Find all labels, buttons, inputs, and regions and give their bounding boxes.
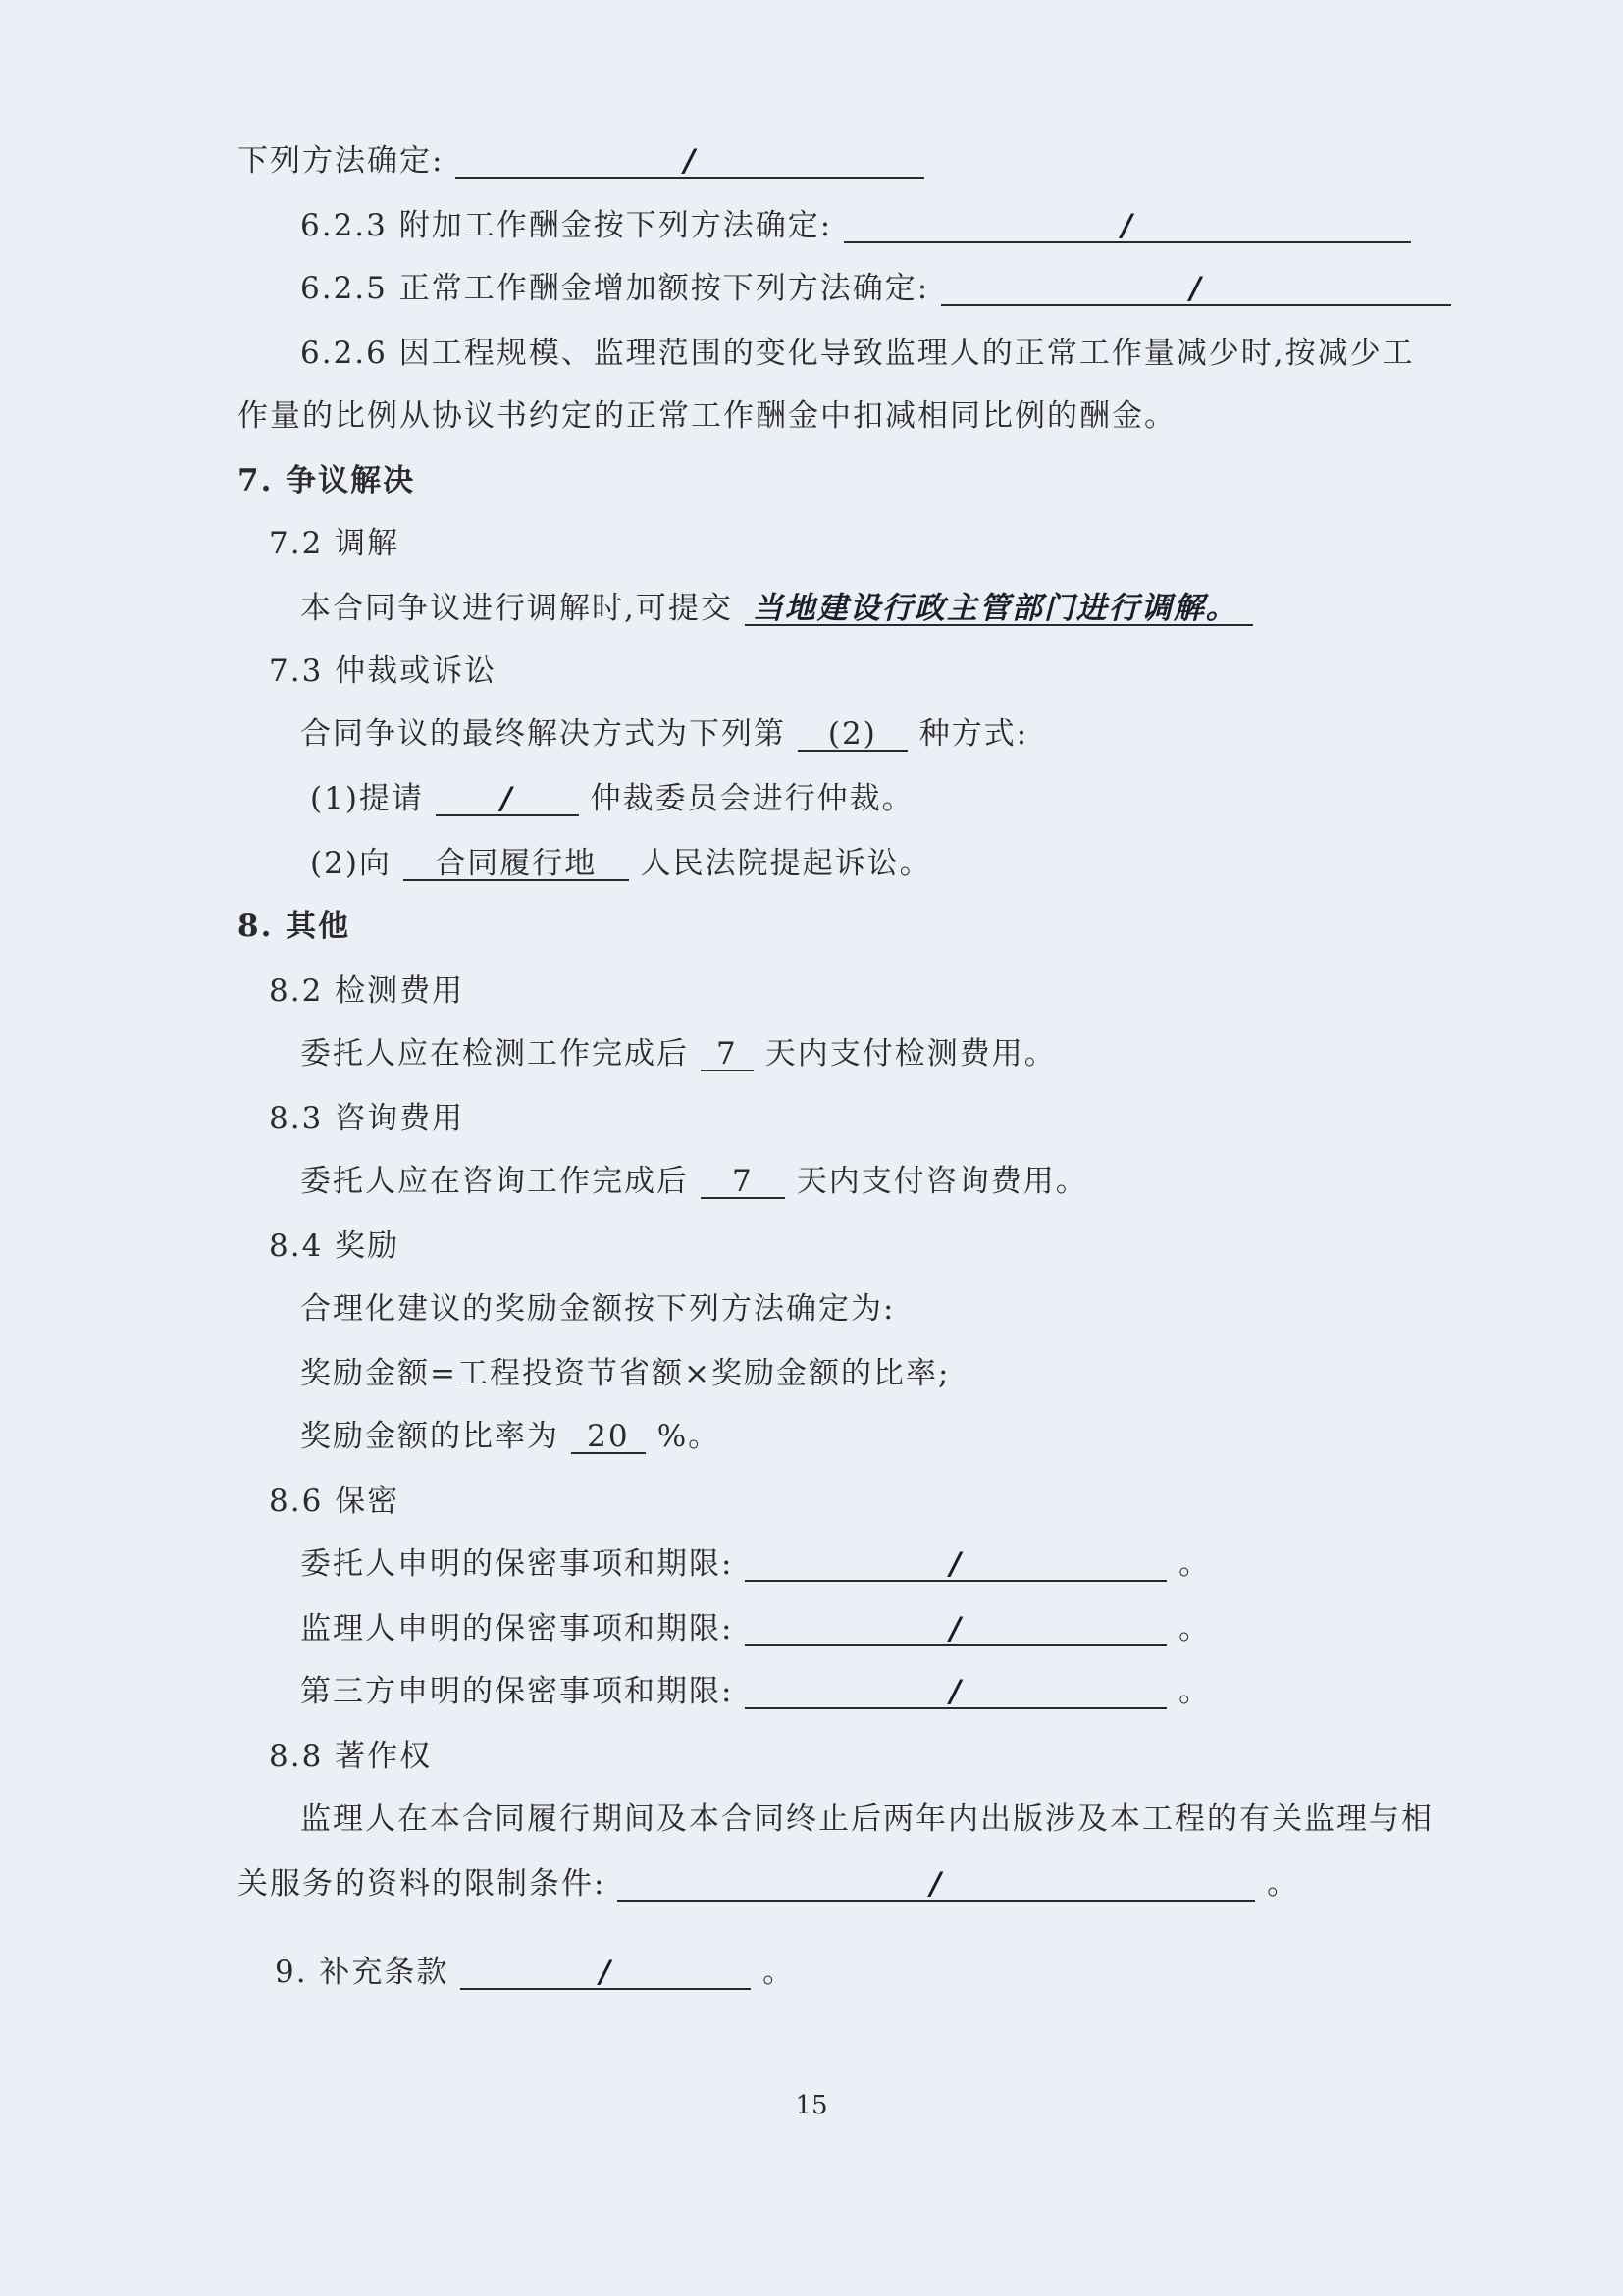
suffix: %。 bbox=[656, 1419, 721, 1454]
label: 9. 补充条款 bbox=[275, 1955, 449, 1990]
clause-8-4-line3 bbox=[300, 1417, 720, 1456]
clause-8-4-line2: 奖励金额=工程投资节省额×奖励金额的比率; bbox=[300, 1356, 951, 1391]
suffix: 。 bbox=[1178, 1674, 1212, 1709]
label: (1)提请 bbox=[310, 781, 424, 816]
fill-blank: / bbox=[844, 206, 1411, 243]
suffix: 人民法院提起诉讼。 bbox=[640, 846, 932, 881]
fill-blank: 20 bbox=[571, 1417, 646, 1454]
suffix: 。 bbox=[1178, 1546, 1212, 1582]
suffix: 天内支付检测费用。 bbox=[764, 1036, 1057, 1071]
fill-blank: / bbox=[460, 1953, 751, 1990]
fill-blank: / bbox=[436, 779, 579, 816]
label: (2)向 bbox=[310, 846, 392, 881]
clause-8-3-text bbox=[300, 1162, 1088, 1201]
suffix: 仲裁委员会进行仲裁。 bbox=[590, 781, 915, 816]
suffix: 。 bbox=[1267, 1866, 1300, 1902]
clause-6-2-6-line1: 6.2.6 因工程规模、监理范围的变化导致监理人的正常工作量减少时,按减少工 bbox=[300, 336, 1415, 371]
label: 委托人应在咨询工作完成后 bbox=[300, 1164, 689, 1199]
fill-blank: (2) bbox=[798, 714, 908, 752]
section-7-3-heading: 7.3 仲裁或诉讼 bbox=[269, 653, 497, 689]
label: 本合同争议进行调解时,可提交 bbox=[300, 591, 733, 626]
clause-8-6-client bbox=[300, 1544, 1211, 1584]
clause-8-8-line1: 监理人在本合同履行期间及本合同终止后两年内出版涉及本工程的有关监理与相 bbox=[300, 1801, 1434, 1837]
clause-6-2-2-tail bbox=[237, 141, 924, 181]
section-8-heading: 8. 其他 bbox=[237, 909, 351, 944]
clause-8-2-text bbox=[300, 1034, 1057, 1073]
label: 6.2.5 正常工作酬金增加额按下列方法确定: bbox=[300, 271, 930, 306]
fill-blank: 当地建设行政主管部门进行调解。 bbox=[745, 589, 1253, 626]
suffix: 。 bbox=[762, 1955, 796, 1990]
label: 第三方申明的保密事项和期限: bbox=[300, 1674, 734, 1709]
fill-blank: 合同履行地 bbox=[403, 844, 629, 881]
suffix: 天内支付咨询费用。 bbox=[796, 1164, 1088, 1199]
fill-blank: / bbox=[617, 1864, 1255, 1902]
section-9-supplementary bbox=[275, 1953, 795, 1992]
section-8-2-heading: 8.2 检测费用 bbox=[269, 973, 465, 1009]
clause-6-2-5 bbox=[300, 269, 1451, 308]
label: 6.2.3 附加工作酬金按下列方法确定: bbox=[300, 208, 833, 243]
section-8-6-heading: 8.6 保密 bbox=[269, 1484, 400, 1519]
fill-blank: 7 bbox=[701, 1162, 785, 1199]
fill-blank: 7 bbox=[701, 1034, 754, 1071]
section-8-3-heading: 8.3 咨询费用 bbox=[269, 1101, 465, 1136]
clause-7-3-option-1 bbox=[310, 779, 915, 818]
section-7-heading: 7. 争议解决 bbox=[237, 463, 416, 498]
label: 关服务的资料的限制条件: bbox=[237, 1866, 606, 1902]
fill-blank: / bbox=[941, 269, 1451, 306]
clause-8-6-third-party bbox=[300, 1672, 1211, 1711]
label: 奖励金额的比率为 bbox=[300, 1419, 559, 1454]
fill-blank: / bbox=[745, 1672, 1167, 1709]
suffix: 。 bbox=[1178, 1611, 1212, 1646]
label: 委托人申明的保密事项和期限: bbox=[300, 1546, 734, 1582]
clause-7-3-text bbox=[300, 714, 1028, 754]
label: 合同争议的最终解决方式为下列第 bbox=[300, 716, 786, 752]
section-8-8-heading: 8.8 著作权 bbox=[269, 1739, 433, 1774]
clause-7-2-text bbox=[300, 589, 1253, 628]
fill-blank: / bbox=[745, 1544, 1167, 1582]
clause-8-4-line1: 合理化建议的奖励金额按下列方法确定为: bbox=[300, 1291, 896, 1327]
fill-blank: / bbox=[455, 141, 924, 179]
clause-6-2-6-line2: 作量的比例从协议书约定的正常工作酬金中扣减相同比例的酬金。 bbox=[237, 398, 1177, 434]
section-8-4-heading: 8.4 奖励 bbox=[269, 1228, 400, 1264]
clause-8-6-supervisor bbox=[300, 1609, 1211, 1648]
clause-6-2-3 bbox=[300, 206, 1411, 245]
suffix: 种方式: bbox=[918, 716, 1029, 752]
clause-8-8-line2 bbox=[237, 1864, 1299, 1904]
page-number: 15 bbox=[795, 2091, 828, 2120]
label: 委托人应在检测工作完成后 bbox=[300, 1036, 689, 1071]
fill-blank: / bbox=[745, 1609, 1167, 1646]
label: 监理人申明的保密事项和期限: bbox=[300, 1611, 734, 1646]
section-7-2-heading: 7.2 调解 bbox=[269, 526, 400, 561]
clause-7-3-option-2 bbox=[310, 844, 932, 883]
label: 下列方法确定: bbox=[237, 143, 445, 179]
